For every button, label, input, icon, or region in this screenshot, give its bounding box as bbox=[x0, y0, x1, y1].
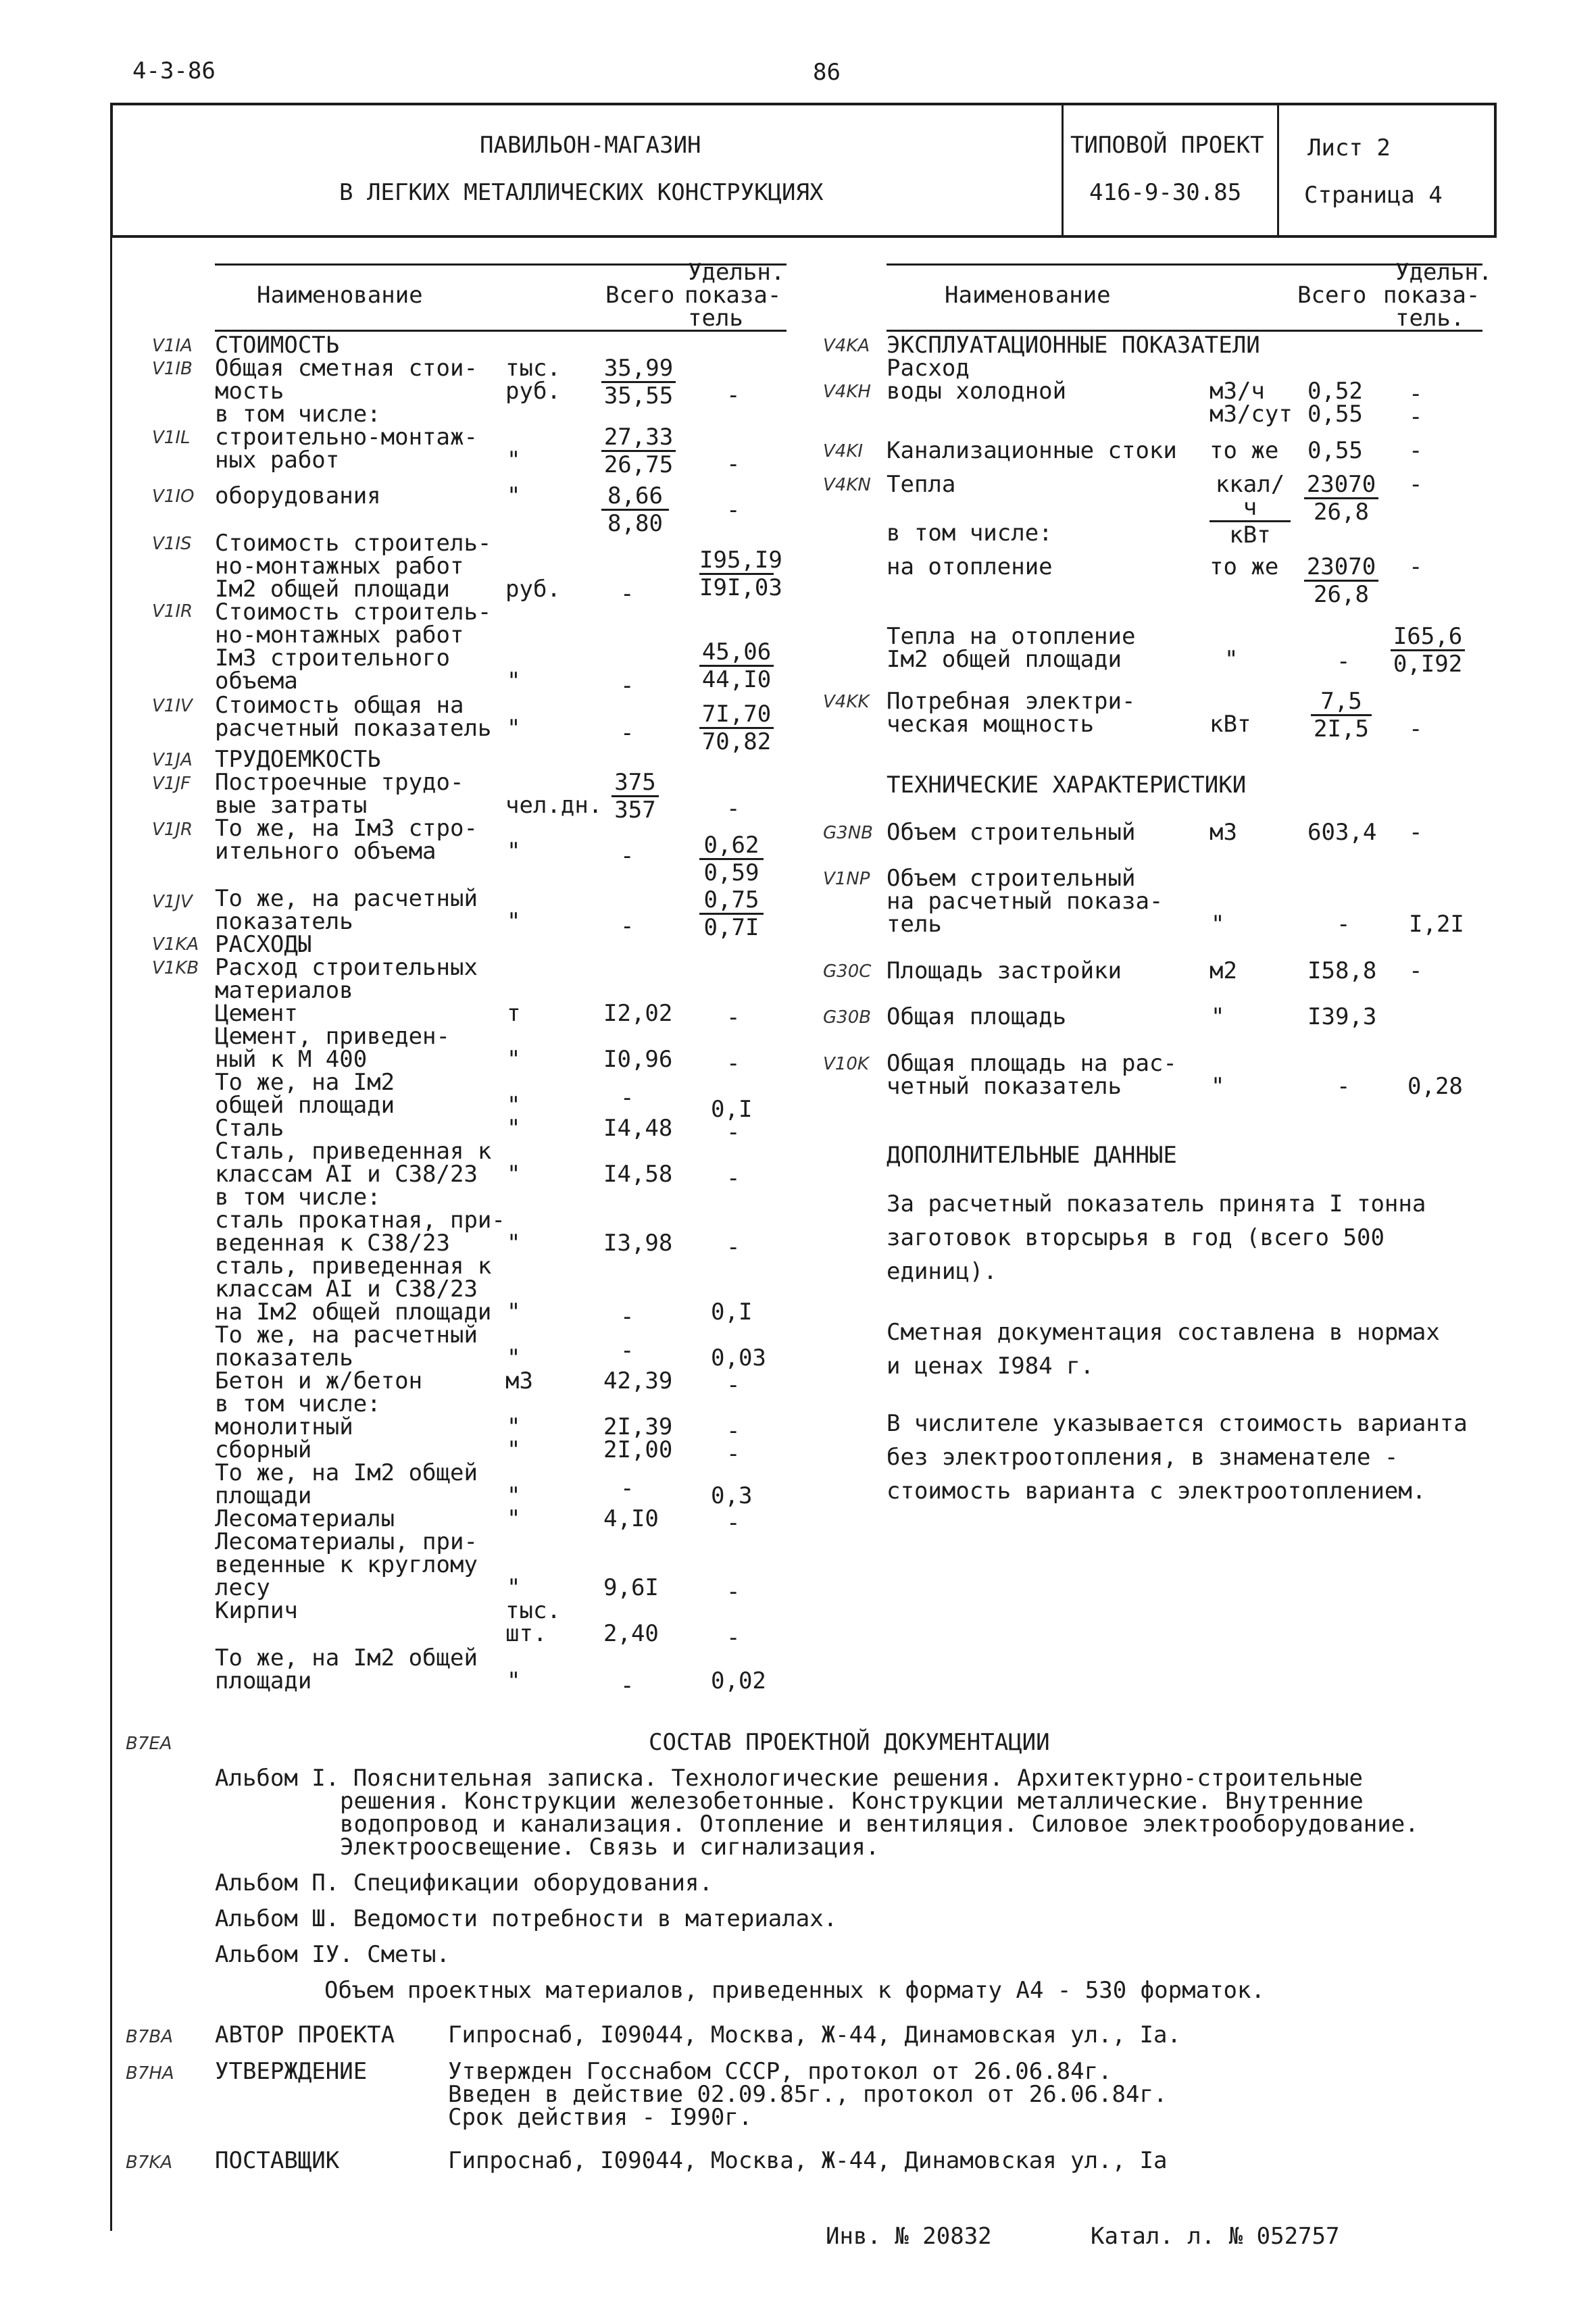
row-label: но-монтажных работ bbox=[215, 553, 464, 580]
row-label: сталь прокатная, при- bbox=[215, 1207, 505, 1234]
unit: руб. bbox=[505, 576, 561, 603]
unit: чел.дн. bbox=[505, 792, 603, 819]
dash: - bbox=[620, 842, 634, 870]
value-concrete: 42,39 bbox=[603, 1367, 673, 1394]
dash: - bbox=[620, 1337, 634, 1364]
row-label: Расход строительных bbox=[215, 954, 478, 981]
left-col-spec2: показа- bbox=[684, 282, 782, 309]
dash: - bbox=[620, 580, 634, 607]
value-steel-calc: 0,03 bbox=[711, 1344, 766, 1372]
project-number: 416-9-30.85 bbox=[1089, 179, 1242, 206]
row-label: Тепла bbox=[887, 471, 956, 498]
unit: тыс. bbox=[505, 355, 561, 382]
row-code: V1NP bbox=[823, 869, 870, 889]
unit: шт. bbox=[505, 1620, 547, 1647]
dash: - bbox=[1409, 380, 1423, 407]
dash: - bbox=[620, 1303, 634, 1330]
value-prefab: 2I,00 bbox=[603, 1436, 673, 1463]
row-code: V1IL bbox=[152, 428, 191, 448]
row-code: G30B bbox=[823, 1007, 872, 1028]
dash: - bbox=[726, 451, 741, 478]
dash: - bbox=[1409, 715, 1423, 743]
value-cement: I2,02 bbox=[603, 1000, 673, 1027]
value-smr: $\frac{27,33}{26,75}$ bbox=[601, 426, 676, 476]
row-code: V1IS bbox=[152, 534, 192, 554]
unit: " bbox=[507, 1092, 521, 1119]
note-line: без электроотопления, в знаменателе - bbox=[887, 1444, 1399, 1471]
value-labor-calc: $\frac{0,75}{0,7I}$ bbox=[699, 888, 764, 939]
left-col-spec1: Удельн. bbox=[688, 259, 785, 286]
dash: - bbox=[726, 1509, 741, 1536]
dash: - bbox=[726, 1165, 741, 1192]
value-timber-round: 9,6I bbox=[603, 1574, 659, 1601]
value-total-calc: $\frac{7I,70}{70,82}$ bbox=[699, 703, 774, 753]
approval-line: Утвержден Госснабом СССР, протокол от 26.06.84г. bbox=[448, 2058, 1112, 2085]
row-label: ительного объема bbox=[215, 838, 437, 865]
unit: м3/сут bbox=[1210, 401, 1293, 428]
row-code: V1IB bbox=[152, 359, 193, 379]
row-label: материалов bbox=[215, 977, 353, 1004]
page-label: Страница 4 bbox=[1304, 182, 1443, 209]
row-label: ЭКСПЛУАТАЦИОННЫЕ ПОКАЗАТЕЛИ bbox=[887, 332, 1260, 359]
title-block bbox=[110, 103, 1497, 238]
row-code: V1IV bbox=[152, 696, 193, 716]
row-label: Iм2 общей площади bbox=[887, 646, 1122, 673]
right-col-spec3: тель. bbox=[1395, 305, 1465, 332]
row-code: B7EA bbox=[126, 1734, 172, 1754]
row-code: B7HA bbox=[126, 2063, 174, 2084]
unit: " bbox=[507, 838, 521, 865]
row-label: То же, на Iм3 стро- bbox=[215, 815, 478, 842]
composition-line: Объем проектных материалов, приведенных к формату А4 - 530 форматок. bbox=[324, 1977, 1265, 2004]
dash: - bbox=[1409, 471, 1423, 498]
approval-label: УТВЕРЖДЕНИЕ bbox=[215, 2058, 368, 2085]
row-label: Тепла на отопление bbox=[887, 623, 1136, 650]
row-code: V4KH bbox=[823, 382, 871, 402]
value-built-area: I58,8 bbox=[1307, 957, 1377, 984]
row-label: Стоимость строитель- bbox=[215, 599, 492, 626]
value-total-cost: $\frac{35,99}{35,55}$ bbox=[601, 357, 676, 407]
row-code: V1KA bbox=[152, 934, 199, 955]
row-label: в том числе: bbox=[887, 520, 1053, 547]
unit: " bbox=[507, 908, 521, 935]
row-label: Построечные трудо- bbox=[215, 769, 464, 796]
unit: т bbox=[507, 1000, 521, 1027]
value-equipment: $\frac{8,66}{8,80}$ bbox=[601, 484, 669, 535]
unit: " bbox=[507, 1413, 521, 1440]
row-label: лесу bbox=[215, 1574, 270, 1601]
row-code: G3NB bbox=[823, 823, 873, 843]
page-number: 86 bbox=[813, 59, 841, 86]
row-label: Объем строительный bbox=[887, 819, 1136, 846]
dash: - bbox=[726, 1119, 741, 1146]
row-label: расчетный показатель bbox=[215, 715, 492, 742]
right-col-spec2: показа- bbox=[1383, 282, 1480, 309]
row-label: в том числе: bbox=[215, 1184, 381, 1211]
row-label: строительно-монтаж- bbox=[215, 424, 478, 451]
dash: - bbox=[726, 497, 741, 524]
row-code: V1JR bbox=[152, 820, 193, 840]
row-code: B7BA bbox=[126, 2027, 174, 2047]
dash: - bbox=[1409, 437, 1423, 464]
value-water-hour: 0,52 bbox=[1307, 378, 1363, 405]
row-label: РАСХОДЫ bbox=[215, 931, 312, 958]
unit: м3 bbox=[1210, 819, 1237, 846]
value-steel-ai: I4,58 bbox=[603, 1161, 673, 1188]
row-code: V1JV bbox=[152, 892, 193, 912]
left-col-spec3: тель bbox=[688, 305, 743, 332]
value-total-area: I39,3 bbox=[1307, 1003, 1377, 1030]
approval-line: Срок действия - I990г. bbox=[448, 2104, 753, 2131]
value-brick-m2: 0,02 bbox=[711, 1667, 766, 1694]
row-label: ный к М 400 bbox=[215, 1046, 368, 1073]
row-label: ТРУДОЕМКОСТЬ bbox=[215, 746, 381, 773]
approval-line: Введен в действие 02.09.85г., протокол от 26.06.84г. bbox=[448, 2081, 1168, 2108]
row-code: V10K bbox=[823, 1054, 869, 1074]
dash: - bbox=[620, 1084, 634, 1111]
dash: - bbox=[1409, 957, 1423, 984]
unit: м3/ч bbox=[1210, 378, 1265, 405]
unit: тыс. bbox=[505, 1597, 561, 1624]
row-code: B7KA bbox=[126, 2153, 173, 2173]
row-label: монолитный bbox=[215, 1413, 353, 1440]
row-label: на Iм2 общей площади bbox=[215, 1299, 492, 1326]
row-label: но-монтажных работ bbox=[215, 622, 464, 649]
unit: " bbox=[1224, 646, 1239, 673]
row-code: V4KI bbox=[823, 441, 864, 461]
unit: то же bbox=[1210, 553, 1279, 580]
title-line2: В ЛЕГКИХ МЕТАЛЛИЧЕСКИХ КОНСТРУКЦИЯХ bbox=[339, 179, 824, 206]
right-col-spec1: Удельн. bbox=[1395, 259, 1493, 286]
row-label: на отопление bbox=[887, 553, 1053, 580]
unit: " bbox=[507, 1046, 521, 1073]
row-code: V1JA bbox=[152, 750, 193, 770]
composition-line: Электроосвещение. Связь и сигнализация. bbox=[340, 1834, 880, 1861]
row-label: СТОИМОСТЬ bbox=[215, 332, 340, 359]
dash: - bbox=[726, 1417, 741, 1444]
row-label: ческая мощность bbox=[887, 711, 1095, 738]
note-line: стоимость варианта с электроотоплением. bbox=[887, 1478, 1426, 1505]
composition-line: Альбом IУ. Сметы. bbox=[215, 1941, 450, 1968]
dash: - bbox=[1337, 648, 1351, 675]
row-label: сталь, приведенная к bbox=[215, 1253, 492, 1280]
unit-heat: ккал/ч кВт bbox=[1210, 473, 1291, 547]
dash: - bbox=[726, 1578, 741, 1605]
composition-line: Альбом Ш. Ведомости потребности в материалах. bbox=[215, 1905, 838, 1932]
dash: - bbox=[726, 1234, 741, 1261]
row-label: Общая площадь на рас- bbox=[887, 1050, 1177, 1077]
row-label: Общая сметная стои- bbox=[215, 355, 478, 382]
value-labor-m3: $\frac{0,62}{0,59}$ bbox=[699, 834, 764, 884]
unit: " bbox=[507, 447, 521, 474]
row-label: Лесоматериалы bbox=[215, 1505, 395, 1532]
project-type: ТИПОВОЙ ПРОЕКТ bbox=[1070, 132, 1264, 159]
row-label: веденные к круглому bbox=[215, 1551, 478, 1578]
unit: " bbox=[507, 668, 521, 695]
row-code: V1KB bbox=[152, 958, 199, 978]
dash: - bbox=[726, 1050, 741, 1077]
dash: - bbox=[620, 672, 634, 699]
value-brick: 2,40 bbox=[603, 1620, 659, 1647]
dash: - bbox=[620, 1475, 634, 1502]
row-label: Сталь, приведенная к bbox=[215, 1138, 492, 1165]
row-label: общей площади bbox=[215, 1092, 395, 1119]
row-label: ТЕХНИЧЕСКИЕ ХАРАКТЕРИСТИКИ bbox=[887, 772, 1247, 799]
value-steel-rolled: I3,98 bbox=[603, 1230, 673, 1257]
row-label: вые затраты bbox=[215, 792, 368, 819]
dash: - bbox=[726, 382, 741, 409]
row-label: Площадь застройки bbox=[887, 957, 1122, 984]
right-col-total: Всего bbox=[1297, 282, 1367, 309]
row-label: в том числе: bbox=[215, 401, 381, 428]
unit: " bbox=[507, 1436, 521, 1463]
row-label: Потребная электри- bbox=[887, 688, 1136, 715]
row-label: веденная к С38/23 bbox=[215, 1230, 450, 1257]
value-labor: $\frac{375}{357}$ bbox=[612, 771, 659, 822]
row-label: классам АI и С38/23 bbox=[215, 1161, 478, 1188]
row-label: Расход bbox=[887, 355, 970, 382]
unit: то же bbox=[1210, 437, 1279, 464]
row-label: в том числе: bbox=[215, 1390, 381, 1417]
dash: - bbox=[1337, 1073, 1351, 1100]
row-label: на расчетный показа- bbox=[887, 888, 1164, 915]
left-col-name: Наименование bbox=[257, 282, 423, 309]
row-label: Стоимость общая на bbox=[215, 692, 464, 719]
value-steel: I4,48 bbox=[603, 1115, 673, 1142]
unit: " bbox=[1211, 1003, 1225, 1030]
row-label: площади bbox=[215, 1667, 312, 1694]
composition-line: Альбом П. Спецификации оборудования. bbox=[215, 1869, 713, 1896]
row-label: То же, на Iм2 общей bbox=[215, 1644, 478, 1671]
row-label: Цемент, приведен- bbox=[215, 1023, 450, 1050]
row-label: показатель bbox=[215, 908, 353, 935]
row-code: G30C bbox=[823, 961, 872, 982]
unit: м3 bbox=[505, 1367, 533, 1394]
value-heat-m2: $\frac{I65,6}{0,I92}$ bbox=[1391, 625, 1465, 676]
row-code: V4KN bbox=[823, 475, 871, 495]
row-label: То же, на расчетный bbox=[215, 885, 478, 912]
row-label: четный показатель bbox=[887, 1073, 1122, 1100]
row-label: сборный bbox=[215, 1436, 312, 1463]
row-label: Общая площадь bbox=[887, 1003, 1067, 1030]
unit: " bbox=[507, 1574, 521, 1601]
dash: - bbox=[726, 795, 741, 822]
dash: - bbox=[620, 913, 634, 940]
author-label: АВТОР ПРОЕКТА bbox=[215, 2021, 395, 2048]
value-sewage: 0,55 bbox=[1307, 437, 1363, 464]
composition-line: решения. Конструкции железобетонные. Конструкции металлические. Внутренние bbox=[340, 1788, 1364, 1815]
value-water-day: 0,55 bbox=[1307, 401, 1363, 428]
row-label: Канализационные стоки bbox=[887, 437, 1177, 464]
unit: кВт bbox=[1210, 711, 1251, 738]
sheet-label: Лист 2 bbox=[1307, 134, 1391, 161]
unit: " bbox=[1211, 911, 1225, 938]
value-monolithic: 2I,39 bbox=[603, 1413, 673, 1440]
row-label: То же, на Iм2 общей bbox=[215, 1459, 478, 1486]
row-label: оборудования bbox=[215, 482, 381, 509]
unit: " bbox=[507, 1505, 521, 1532]
dash: - bbox=[1337, 911, 1351, 938]
value-cement-m400: I0,96 bbox=[603, 1046, 673, 1073]
note-line: Сметная документация составлена в нормах bbox=[887, 1319, 1440, 1346]
dash: - bbox=[1409, 819, 1423, 846]
unit: " bbox=[507, 482, 521, 509]
row-code: V4KA bbox=[823, 336, 870, 356]
row-label: То же, на расчетный bbox=[215, 1322, 478, 1349]
note-line: единиц). bbox=[887, 1258, 997, 1285]
row-label: ных работ bbox=[215, 447, 340, 474]
row-label: То же, на Iм2 bbox=[215, 1069, 395, 1096]
composition-line: Альбом I. Пояснительная записка. Технологические решения. Архитектурно-строительные bbox=[215, 1765, 1363, 1792]
dash: - bbox=[726, 1440, 741, 1467]
row-label: Стоимость строитель- bbox=[215, 530, 492, 557]
author-value: Гипроснаб, I09044, Москва, Ж-44, Динамовская ул., Iа. bbox=[448, 2021, 1181, 2048]
unit: " bbox=[507, 1482, 521, 1509]
unit: " bbox=[507, 1344, 521, 1372]
row-label: ДОПОЛНИТЕЛЬНЫЕ ДАННЫЕ bbox=[887, 1142, 1177, 1169]
inventory-number: Инв. № 20832 bbox=[826, 2223, 992, 2250]
unit: " bbox=[507, 1161, 521, 1188]
note-line: и ценах I984 г. bbox=[887, 1353, 1095, 1380]
row-label: площади bbox=[215, 1482, 312, 1509]
value-heating: $\frac{23070}{26,8}$ bbox=[1304, 555, 1378, 606]
note-line: заготовок вторсырья в год (всего 500 bbox=[887, 1224, 1385, 1251]
dash: - bbox=[726, 1372, 741, 1399]
row-label: Бетон и ж/бетон bbox=[215, 1367, 423, 1394]
value-power: $\frac{7,5}{2I,5}$ bbox=[1311, 690, 1372, 740]
unit: " bbox=[1211, 1073, 1225, 1100]
unit: м2 bbox=[1210, 957, 1237, 984]
unit: руб. bbox=[505, 378, 561, 405]
row-code: V4KK bbox=[823, 692, 870, 712]
row-code: V1JF bbox=[152, 774, 191, 794]
note-line: За расчетный показатель принята I тонна bbox=[887, 1190, 1426, 1217]
row-label: классам АI и С38/23 bbox=[215, 1276, 478, 1303]
value-smr-m2: $\frac{I95,I9}{I9I,03}$ bbox=[699, 547, 782, 601]
unit: " bbox=[507, 1230, 521, 1257]
right-col-name: Наименование bbox=[945, 282, 1111, 309]
dash: - bbox=[726, 1624, 741, 1651]
value-concrete-m2: 0,3 bbox=[711, 1482, 753, 1509]
unit: " bbox=[507, 1115, 521, 1142]
row-label: Iм2 общей площади bbox=[215, 576, 450, 603]
unit: " bbox=[507, 1299, 521, 1326]
composition-line: водопровод и канализация. Отопление и вентиляция. Силовое электрооборудование. bbox=[340, 1811, 1419, 1838]
row-label: воды холодной bbox=[887, 378, 1067, 405]
note-line: В числителе указывается стоимость варианта bbox=[887, 1410, 1468, 1437]
value-smr-m3: $\frac{45,06}{44,I0}$ bbox=[699, 640, 774, 691]
row-label: Iм3 строительного bbox=[215, 645, 450, 672]
unit: " bbox=[507, 715, 521, 742]
row-code: V1IA bbox=[152, 336, 193, 356]
row-label: объема bbox=[215, 668, 298, 695]
value-volume: 603,4 bbox=[1307, 819, 1377, 846]
supplier-label: ПОСТАВЩИК bbox=[215, 2147, 340, 2174]
row-code: V1IO bbox=[152, 486, 195, 507]
dash: - bbox=[620, 1672, 634, 1699]
row-label: мость bbox=[215, 378, 284, 405]
row-label: тель bbox=[887, 911, 942, 938]
dash: - bbox=[1409, 403, 1423, 430]
left-col-total: Всего bbox=[605, 282, 675, 309]
row-label: Сталь bbox=[215, 1115, 284, 1142]
dash: - bbox=[620, 720, 634, 747]
title-line1: ПАВИЛЬОН-МАГАЗИН bbox=[480, 132, 701, 159]
value-volume-calc: I,2I bbox=[1409, 911, 1464, 938]
supplier-value: Гипроснаб, I09044, Москва, Ж-44, Динамовская ул., Iа bbox=[448, 2147, 1168, 2174]
row-label: Лесоматериалы, при- bbox=[215, 1528, 478, 1555]
page-code: 4-3-86 bbox=[132, 57, 216, 84]
row-label: Цемент bbox=[215, 1000, 298, 1027]
row-code: V1IR bbox=[152, 601, 193, 622]
value-steel-m2: 0,I bbox=[711, 1299, 753, 1326]
catalog-number: Катал. л. № 052757 bbox=[1091, 2223, 1340, 2250]
value-cement-m2: 0,I bbox=[711, 1096, 753, 1123]
value-area-calc: 0,28 bbox=[1407, 1073, 1463, 1100]
unit: " bbox=[507, 1667, 521, 1694]
row-label: показатель bbox=[215, 1344, 353, 1372]
dash: - bbox=[1409, 553, 1423, 580]
composition-title: СОСТАВ ПРОЕКТНОЙ ДОКУМЕНТАЦИИ bbox=[649, 1729, 1050, 1756]
value-heat: $\frac{23070}{26,8}$ bbox=[1304, 473, 1378, 524]
row-label: Объем строительный bbox=[887, 865, 1136, 892]
value-timber: 4,I0 bbox=[603, 1505, 659, 1532]
dash: - bbox=[726, 1004, 741, 1031]
row-label: Кирпич bbox=[215, 1597, 298, 1624]
